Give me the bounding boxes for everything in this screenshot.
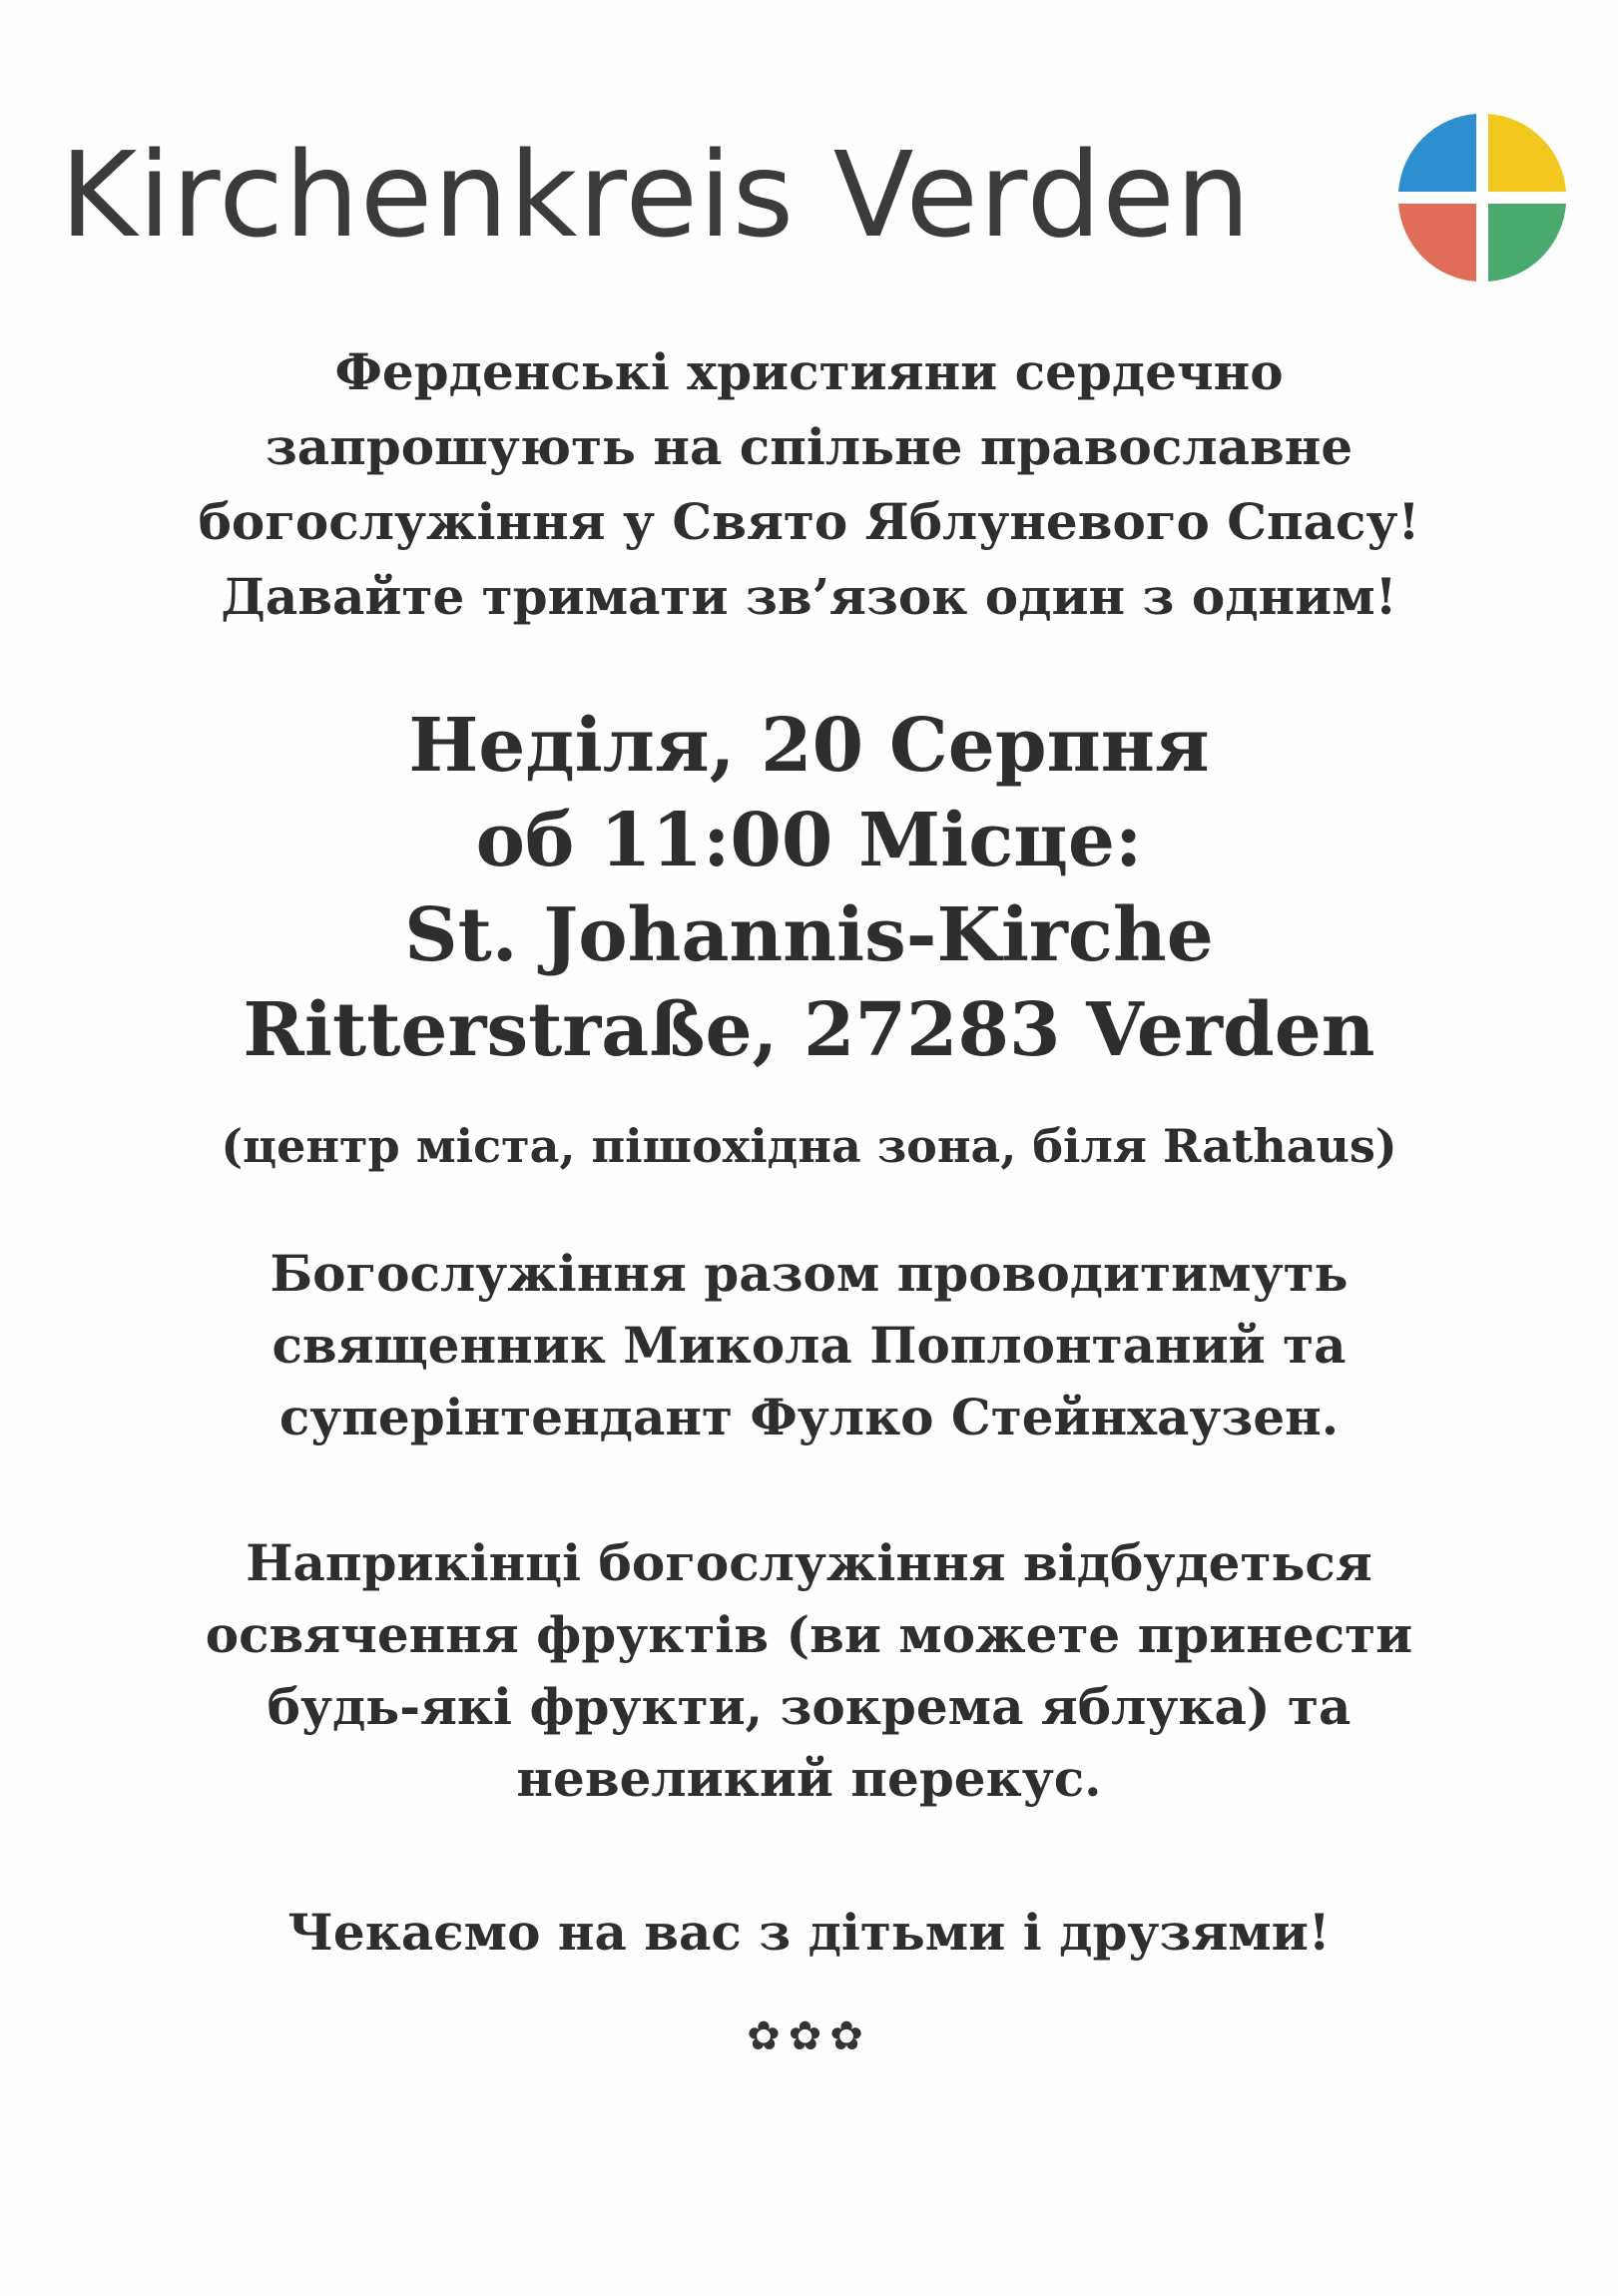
intro-paragraph [0,334,1618,634]
invitation-text: Чекаємо на вас з дітьми і друзями! [287,1903,1331,1962]
header [60,100,1557,289]
event-date: Неділя, 20 Серпня [408,703,1210,789]
closing-line: освячення фруктів (ви можете принести [205,1605,1413,1664]
intro-line: Давайте тримати зв’язок один з одним! [221,567,1397,626]
event-church: St. Johannis-Kirche [404,892,1214,978]
leaders-line: священник Микола Поплонтаний та [271,1316,1347,1375]
invitation-line [0,1897,1618,1969]
event-details [0,699,1618,1078]
closing-line: невеликий перекус. [516,1749,1102,1808]
leaders-line: суперінтендант Фулко Стейнхаузен. [278,1388,1340,1446]
brand-name: Kirchenkreis Verden [60,126,1252,264]
kirchenkreis-logo-icon [1392,108,1572,287]
leaders-line: Богослужіння разом проводитимуть [270,1244,1348,1303]
flower-icon: ✿✿✿ [747,2013,871,2059]
event-address: Ritterstraße, 27283 Verden [243,987,1375,1073]
closing-line: будь-які фрукти, зокрема яблука) та [267,1677,1351,1736]
location-note-text: (центр міста, пішохідна зона, біля Rathaus) [221,1119,1397,1173]
event-time-place-label: об 11:00 Місце: [475,798,1143,883]
closing-paragraph [0,1527,1618,1815]
intro-line: богослужіння у Свято Яблуневого Спасу! [198,492,1420,551]
event-location-note [0,1116,1618,1176]
leaders-paragraph [0,1238,1618,1453]
intro-line: Ферденські християни сердечно [334,342,1284,401]
intro-line: запрошують на спільне православне [265,417,1353,476]
closing-line: Наприкінці богослужіння відбудеться [246,1533,1372,1592]
